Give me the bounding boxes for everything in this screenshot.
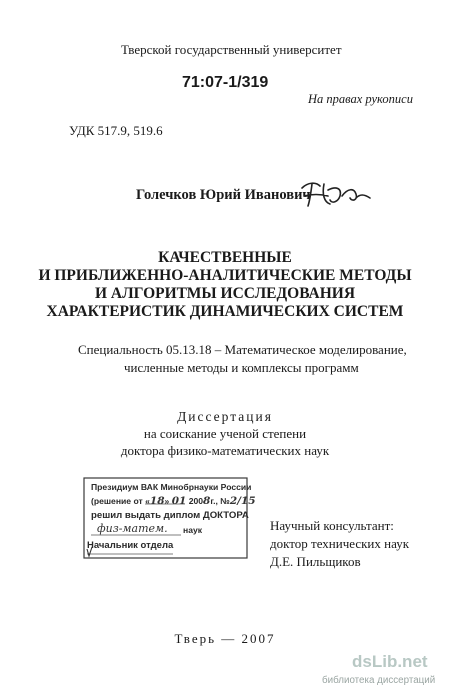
university-name: Тверской государственный университет: [121, 42, 342, 57]
stamp-presidium-line: Президиум ВАК Минобрнауки России: [91, 482, 252, 492]
dissertation-label: Диссертация: [177, 409, 273, 424]
stamp-department-head: Начальник отдела: [87, 540, 174, 551]
advisor-degree: доктор технических наук: [270, 536, 410, 551]
vak-stamp: [83, 477, 256, 559]
title-line: И АЛГОРИТМЫ ИССЛЕДОВАНИЯ: [94, 285, 356, 302]
specialty-line-1: Специальность 05.13.18 – Математическое моделирование,: [78, 342, 407, 357]
scientific-advisor: [270, 517, 409, 571]
manuscript-rights-note: На правах рукописи: [308, 92, 413, 106]
stamp-year-prefix: 200: [188, 496, 204, 506]
degree-line-2: доктора физико-математических наук: [120, 443, 330, 458]
title-line: ХАРАКТЕРИСТИК ДИНАМИЧЕСКИХ СИСТЕМ: [46, 303, 404, 320]
advisor-label: Научный консультант:: [270, 518, 394, 533]
stamp-number-prefix: г., №: [210, 496, 230, 506]
advisor-name: Д.Е. Пильщиков: [270, 554, 361, 569]
stamp-decision-prefix: (решение от «: [91, 496, 150, 506]
watermark-logo: dsLib.net: [352, 652, 428, 671]
dissertation-title: [0, 249, 450, 321]
place-and-year: Тверь — 2007: [174, 631, 276, 646]
title-line: И ПРИБЛИЖЕННО-АНАЛИТИЧЕСКИЕ МЕТОДЫ: [38, 267, 412, 284]
stamp-year-handwritten: 8: [203, 495, 211, 507]
stamp-field-handwritten: физ-матем.: [97, 522, 168, 535]
udk-classifier: УДК 517.9, 519.6: [69, 123, 163, 138]
stamp-month-handwritten: 01: [171, 495, 187, 507]
title-line: КАЧЕСТВЕННЫЕ: [158, 249, 292, 266]
stamp-day-handwritten: 18: [149, 495, 165, 507]
specialty-line-2: численные методы и комплексы программ: [124, 360, 359, 375]
stamp-number-handwritten: 2/15: [229, 495, 256, 507]
author-name: Голечков Юрий Иванович: [136, 187, 311, 203]
stamp-diploma-line: решил выдать диплом ДОКТОРА: [91, 510, 249, 521]
watermark-subtitle: библиотека диссертаций: [322, 675, 436, 686]
author-signature: [298, 176, 372, 210]
catalog-code: 71:07-1/319: [182, 74, 269, 91]
stamp-decision-line: (решение от «18» 01 2008г., №2/15: [91, 495, 256, 507]
degree-line-1: на соискание ученой степени: [143, 426, 307, 441]
stamp-science-suffix: наук: [183, 525, 203, 535]
